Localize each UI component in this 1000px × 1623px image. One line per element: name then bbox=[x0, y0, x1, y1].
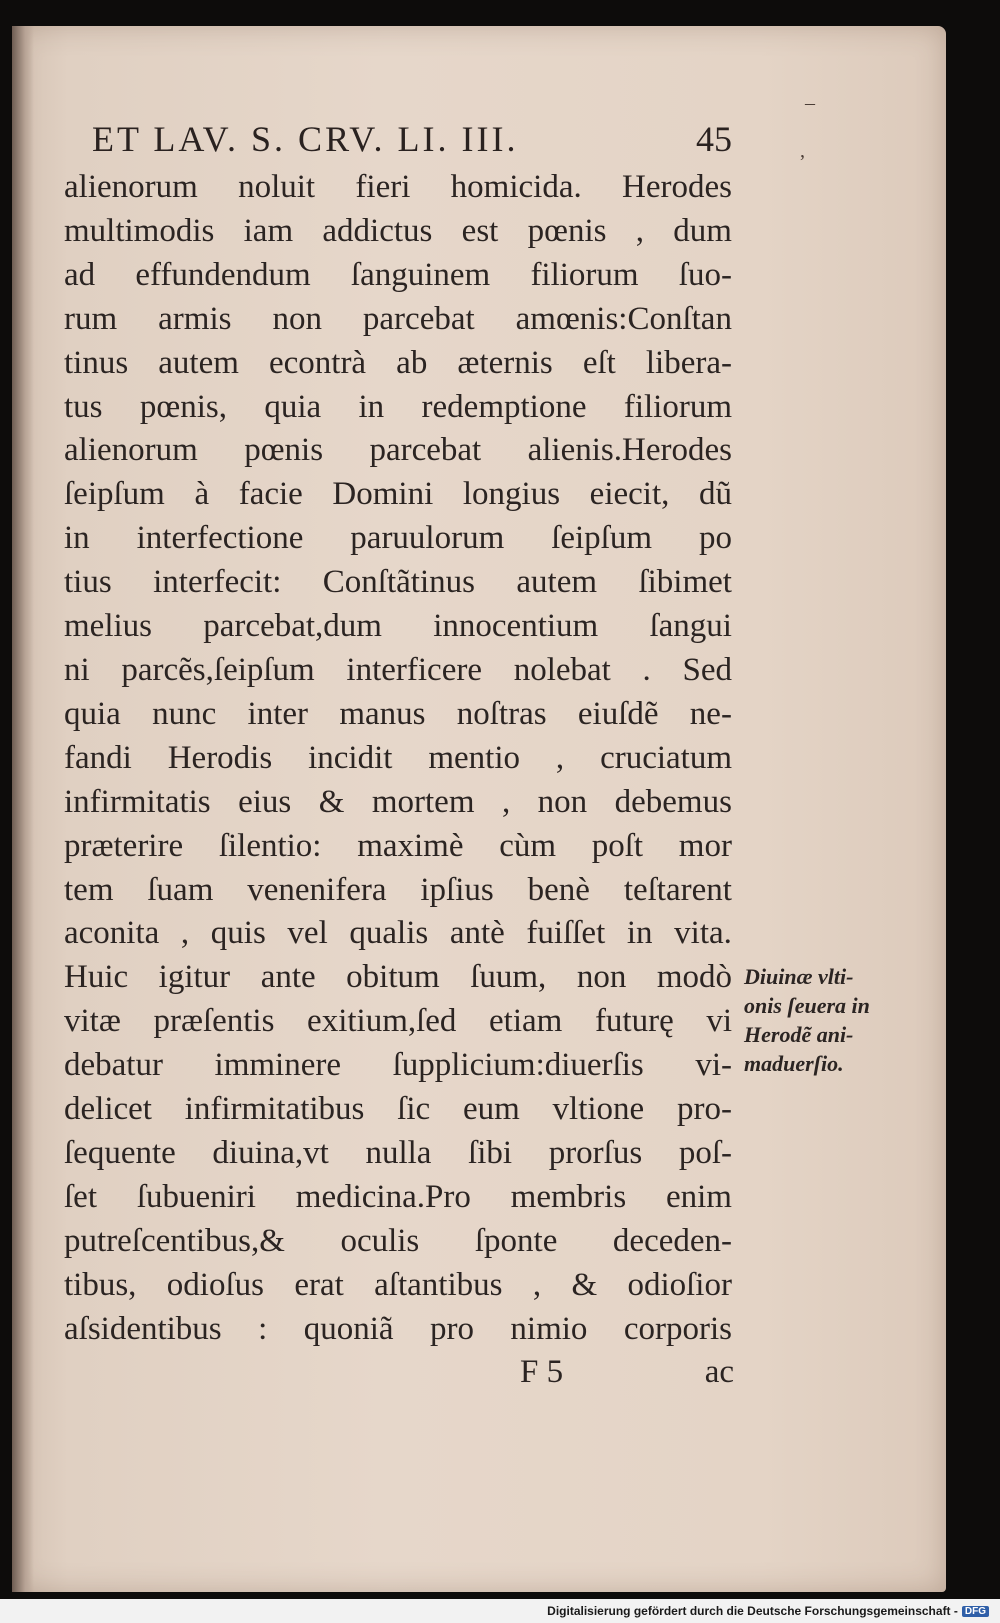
word: ſangui bbox=[649, 608, 732, 645]
text-line bbox=[64, 869, 732, 913]
word: interficere bbox=[346, 651, 482, 688]
word: noſtras bbox=[456, 695, 547, 732]
word: ſuo- bbox=[678, 256, 732, 293]
word: manus bbox=[339, 695, 426, 732]
word: multimodis bbox=[64, 212, 215, 249]
dfg-logo-icon: DFG bbox=[962, 1606, 989, 1617]
text-line bbox=[64, 561, 732, 605]
word: ſanguinem bbox=[350, 256, 491, 293]
text-line bbox=[64, 429, 732, 473]
word: homicida. bbox=[450, 169, 582, 205]
word: nolebat bbox=[513, 651, 611, 688]
word: à bbox=[194, 476, 210, 513]
word: exitium,ſed bbox=[307, 1003, 457, 1040]
text-line bbox=[64, 912, 732, 956]
text-line bbox=[64, 956, 732, 1000]
text-line bbox=[64, 1000, 732, 1044]
word: armis bbox=[158, 300, 232, 337]
word: addictus bbox=[322, 212, 433, 249]
word: filiorum bbox=[623, 388, 732, 425]
word: eiuſdẽ bbox=[577, 695, 659, 732]
text-line bbox=[64, 825, 732, 869]
word: noluit bbox=[238, 169, 316, 205]
text-line bbox=[64, 781, 732, 825]
word: maximè bbox=[357, 827, 464, 864]
word: ſupplicium:diuerſis bbox=[392, 1047, 644, 1084]
word: Domini bbox=[332, 476, 434, 513]
word: debemus bbox=[614, 783, 732, 820]
word: ſuum, bbox=[470, 959, 547, 996]
word: po bbox=[698, 520, 732, 557]
word: quia bbox=[64, 695, 121, 732]
page-gutter bbox=[12, 26, 34, 1592]
word: econtrà bbox=[268, 344, 367, 381]
word: , bbox=[501, 783, 511, 820]
word: Conſtãtinus bbox=[322, 564, 475, 601]
word: ante bbox=[260, 959, 316, 996]
marginal-note-line: Herodẽ ani- bbox=[744, 1022, 854, 1047]
word: ſuam bbox=[147, 871, 214, 908]
word: tus bbox=[64, 388, 103, 425]
word: medicina.Pro bbox=[295, 1178, 471, 1215]
word: libera- bbox=[645, 344, 732, 381]
word: filiorum bbox=[530, 256, 639, 293]
running-head-title: ET LAV. S. CRV. LI. III. bbox=[92, 119, 519, 159]
word: eiecit, bbox=[589, 476, 670, 513]
word: & bbox=[571, 1266, 598, 1303]
text-line bbox=[64, 210, 732, 254]
word: modò bbox=[656, 959, 732, 996]
word: vitæ bbox=[64, 1003, 121, 1040]
word: Sed bbox=[682, 651, 732, 688]
word: vita. bbox=[674, 915, 732, 952]
word: quis bbox=[210, 915, 266, 952]
word: infirmitatibus bbox=[184, 1091, 365, 1128]
text-line bbox=[64, 473, 732, 517]
word: nimio bbox=[510, 1310, 588, 1347]
word: fandi bbox=[64, 739, 132, 776]
word: erat bbox=[294, 1266, 344, 1303]
text-line bbox=[64, 1264, 732, 1308]
word: inter bbox=[247, 695, 309, 732]
text-line bbox=[64, 1220, 732, 1264]
edge-mark: – bbox=[805, 92, 815, 114]
word: in bbox=[358, 388, 385, 425]
word: incidit bbox=[308, 739, 393, 776]
word: interfectione bbox=[136, 520, 304, 557]
word: cùm bbox=[499, 827, 557, 864]
word: innocentium bbox=[433, 608, 599, 645]
word: venenifera bbox=[247, 871, 387, 908]
word: nulla bbox=[365, 1134, 432, 1171]
word: ſequente bbox=[64, 1134, 176, 1171]
word: infirmitatis bbox=[64, 783, 211, 820]
word: facie bbox=[238, 476, 303, 513]
word: Herodis bbox=[167, 739, 273, 776]
word: odioſior bbox=[627, 1266, 732, 1303]
word: aſtantibus bbox=[374, 1266, 503, 1303]
word: poſ- bbox=[678, 1134, 732, 1171]
text-line bbox=[64, 386, 732, 430]
body-text bbox=[64, 166, 732, 1351]
word: æternis bbox=[457, 344, 553, 381]
word: longius bbox=[462, 476, 561, 513]
word: putreſcentibus,& bbox=[64, 1222, 285, 1259]
word: vltione bbox=[552, 1091, 645, 1128]
signature-mark: F 5 bbox=[520, 1354, 564, 1390]
footer-credit bbox=[544, 1603, 992, 1619]
word: fuiſſet bbox=[526, 915, 606, 952]
word: mortem bbox=[371, 783, 475, 820]
word: tibus, bbox=[64, 1266, 137, 1303]
word: alienis.Herodes bbox=[527, 432, 732, 469]
word: deceden- bbox=[612, 1222, 732, 1259]
signature-line bbox=[520, 1354, 734, 1391]
running-head bbox=[92, 118, 732, 160]
word: ſeipſum bbox=[64, 476, 165, 513]
word: ſet bbox=[64, 1178, 97, 1215]
word: aconita bbox=[64, 915, 160, 952]
word: mor bbox=[678, 827, 732, 864]
word: qualis bbox=[349, 915, 429, 952]
word: futurę bbox=[594, 1003, 674, 1040]
page-number: 45 bbox=[696, 119, 732, 159]
word: autem bbox=[158, 344, 239, 381]
word: quia bbox=[264, 388, 322, 425]
word: vi bbox=[706, 1003, 732, 1040]
word: non bbox=[272, 300, 322, 337]
word: iam bbox=[243, 212, 294, 249]
word: eius bbox=[238, 783, 292, 820]
word: pro bbox=[429, 1310, 474, 1347]
word: parcebat,dum bbox=[203, 608, 382, 645]
word: ni bbox=[64, 651, 90, 688]
word: & bbox=[318, 783, 345, 820]
text-line bbox=[64, 1308, 732, 1352]
word: pœnis, bbox=[139, 388, 227, 425]
word: obitum bbox=[346, 959, 440, 996]
word: eum bbox=[462, 1091, 520, 1128]
footer-credit-text: Digitalisierung gefördert durch die Deutsche Forschungsgemeinschaft - bbox=[547, 1604, 958, 1618]
text-line bbox=[64, 1132, 732, 1176]
word: paruulorum bbox=[350, 520, 505, 557]
catchword: ac bbox=[704, 1354, 734, 1390]
word: non bbox=[576, 959, 627, 996]
text-line bbox=[64, 166, 732, 210]
word: , bbox=[532, 1266, 542, 1303]
word: , bbox=[555, 739, 565, 776]
word: debatur bbox=[64, 1047, 163, 1084]
word: effundendum bbox=[135, 256, 311, 293]
word: mentio bbox=[428, 739, 520, 776]
text-line bbox=[64, 1088, 732, 1132]
word: ſeipſum bbox=[551, 520, 653, 557]
word: pœnis bbox=[527, 212, 607, 249]
word: pœnis bbox=[244, 432, 324, 469]
word: ad bbox=[64, 256, 96, 293]
word: antè bbox=[449, 915, 505, 952]
word: ipſius bbox=[420, 871, 494, 908]
word: præſentis bbox=[153, 1003, 275, 1040]
word: parcebat bbox=[362, 300, 475, 337]
text-line bbox=[64, 693, 732, 737]
word: tem bbox=[64, 871, 114, 908]
word: ne- bbox=[689, 695, 732, 732]
word: tinus bbox=[64, 344, 129, 381]
word: parcebat bbox=[369, 432, 482, 469]
text-line bbox=[64, 342, 732, 386]
word: corporis bbox=[623, 1310, 732, 1347]
word: dum bbox=[673, 212, 732, 249]
word: quoniã bbox=[303, 1310, 394, 1347]
word: delicet bbox=[64, 1091, 152, 1128]
text-line bbox=[64, 1044, 732, 1088]
text-line bbox=[64, 605, 732, 649]
marginal-note bbox=[744, 962, 904, 1078]
word: igitur bbox=[158, 959, 231, 996]
text-line bbox=[64, 737, 732, 781]
word: interfecit: bbox=[153, 564, 282, 601]
word: vi- bbox=[695, 1047, 732, 1084]
word: dũ bbox=[698, 476, 732, 513]
word: ab bbox=[396, 344, 428, 381]
word: ſubueniri bbox=[136, 1178, 256, 1215]
word: ſilentio: bbox=[218, 827, 322, 864]
marginal-note-line: onis ſeuera in bbox=[744, 993, 870, 1018]
text-line bbox=[64, 254, 732, 298]
word: imminere bbox=[214, 1047, 341, 1084]
word: fieri bbox=[355, 169, 411, 205]
word: nunc bbox=[152, 695, 217, 732]
word: est bbox=[461, 212, 499, 249]
word: teſtarent bbox=[623, 871, 732, 908]
word: amœnis:Conſtan bbox=[515, 300, 732, 337]
word: aſsidentibus bbox=[64, 1310, 222, 1347]
word: benè bbox=[527, 871, 590, 908]
word: alienorum bbox=[64, 169, 198, 205]
edge-mark: , bbox=[800, 140, 805, 162]
word: pro- bbox=[676, 1091, 732, 1128]
word: : bbox=[258, 1310, 268, 1347]
word: prorſus bbox=[548, 1134, 643, 1171]
word: poſt bbox=[591, 827, 644, 864]
word: parcẽs,ſeipſum bbox=[121, 651, 315, 688]
word: Huic bbox=[64, 959, 129, 996]
text-line bbox=[64, 517, 732, 561]
word: , bbox=[180, 915, 190, 952]
word: ſibimet bbox=[638, 564, 732, 601]
word: vel bbox=[287, 915, 328, 952]
word: autem bbox=[516, 564, 598, 601]
word: ſponte bbox=[474, 1222, 558, 1259]
word: in bbox=[64, 520, 90, 557]
word: enim bbox=[665, 1178, 732, 1215]
word: ſibi bbox=[468, 1134, 513, 1171]
word: eſt bbox=[582, 344, 616, 381]
text-line bbox=[64, 298, 732, 342]
word: redemptione bbox=[421, 388, 587, 425]
word: præterire bbox=[64, 827, 184, 864]
word: oculis bbox=[340, 1222, 420, 1259]
word: diuina,vt bbox=[212, 1134, 329, 1171]
word: melius bbox=[64, 608, 152, 645]
word: odioſus bbox=[166, 1266, 264, 1303]
word: . bbox=[642, 651, 651, 688]
word: alienorum bbox=[64, 432, 198, 469]
word: , bbox=[635, 212, 644, 249]
marginal-note-line: Diuinæ vlti- bbox=[744, 964, 854, 989]
word: in bbox=[626, 915, 653, 952]
marginal-note-line: maduerſio. bbox=[744, 1051, 844, 1076]
word: non bbox=[537, 783, 588, 820]
word: membris bbox=[510, 1178, 627, 1215]
word: Herodes bbox=[622, 169, 732, 205]
word: rum bbox=[64, 300, 118, 337]
word: ſic bbox=[397, 1091, 431, 1128]
text-line bbox=[64, 649, 732, 693]
text-line bbox=[64, 1176, 732, 1220]
word: tius bbox=[64, 564, 112, 601]
word: cruciatum bbox=[600, 739, 732, 776]
word: etiam bbox=[489, 1003, 563, 1040]
